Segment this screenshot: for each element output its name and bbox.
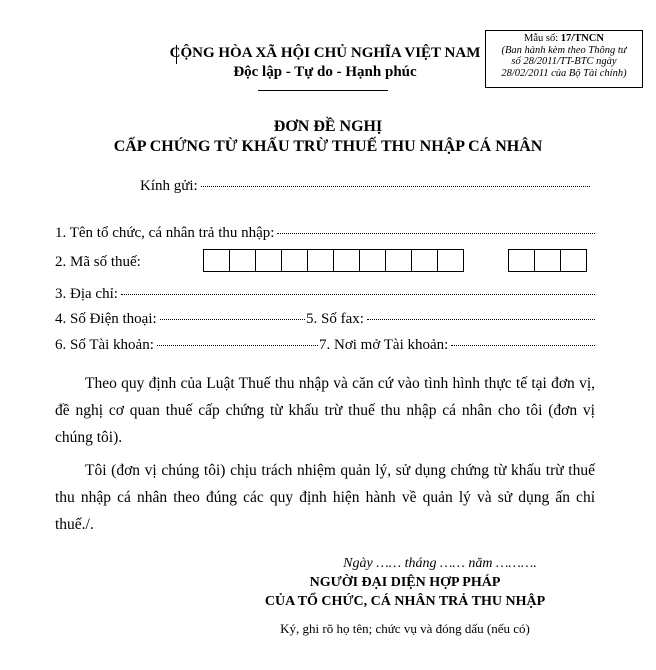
tax-code-suffix-boxes[interactable]: [508, 249, 587, 272]
request-paragraph-text: Theo quy định của Luật Thuế thu nhập và căn cứ vào tình hình thực tế tại đơn vị, đề nghị cơ quan thuế cấp chứng từ khấu trừ thuế thu nhập cá nhân cho tôi (đơn vị chúng tôi).: [55, 375, 595, 446]
tax-code-cell[interactable]: [255, 249, 282, 272]
national-title: CỘNG HÒA XÃ HỘI CHỦ NGHĨA VIỆT NAM: [169, 45, 481, 61]
tax-code-cell[interactable]: [307, 249, 334, 272]
tax-code-boxes[interactable]: [203, 249, 464, 272]
form-code: Mẫu số: 17/TNCN: [524, 33, 604, 44]
date-line: Ngày …… tháng …… năm ……….: [343, 556, 537, 571]
phone-label: 4. Số Điện thoại:: [55, 311, 157, 327]
request-paragraph: [55, 370, 595, 451]
tax-code-cell[interactable]: [229, 249, 256, 272]
tax-code-suffix-cell[interactable]: [560, 249, 587, 272]
tax-code-cell[interactable]: [359, 249, 386, 272]
signatory-title: NGƯỜI ĐẠI DIỆN HỢP PHÁP: [309, 575, 501, 590]
document-subtitle: CẤP CHỨNG TỪ KHẤU TRỪ THUẾ THU NHẬP CÁ NHÂN: [113, 138, 543, 155]
fax-label: 5. Số fax:: [306, 311, 364, 327]
payer-name-dotted-line[interactable]: [277, 232, 595, 234]
bank-label: 7. Nơi mở Tài khoản:: [319, 337, 449, 353]
address-field[interactable]: [55, 286, 595, 303]
payer-name-field[interactable]: [55, 225, 595, 242]
document-title: ĐƠN ĐỀ NGHỊ: [273, 118, 383, 135]
form-note-line: số 28/2011/TT-BTC ngày: [511, 56, 617, 67]
account-label: 6. Số Tài khoản:: [55, 337, 154, 353]
form-code-box: [485, 30, 643, 88]
fax-field[interactable]: [306, 311, 595, 328]
phone-field[interactable]: [55, 311, 305, 328]
tax-code-cell[interactable]: [385, 249, 412, 272]
form-note-line: 28/02/2011 của Bộ Tài chính): [501, 67, 627, 79]
tax-code-cell[interactable]: [333, 249, 360, 272]
form-note-line: (Ban hành kèm theo Thông tư: [501, 44, 627, 56]
bank-dotted-line[interactable]: [451, 344, 595, 346]
payer-name-label: 1. Tên tổ chức, cá nhân trả thu nhập:: [55, 225, 275, 241]
address-label: 3. Địa chỉ:: [55, 286, 118, 302]
account-dotted-line[interactable]: [157, 344, 318, 346]
bank-field[interactable]: [319, 337, 595, 354]
commitment-paragraph-text: Tôi (đơn vị chúng tôi) chịu trách nhiệm quản lý, sử dụng chứng từ khấu trừ thuế thu nhập cá nhân theo đúng các quy định hiện hành về quản lý và sử dụng ấn chỉ thuế./.: [55, 462, 595, 533]
tax-code-cell[interactable]: [411, 249, 438, 272]
phone-dotted-line[interactable]: [160, 318, 305, 320]
motto-underline: [258, 90, 388, 91]
tax-code-suffix-cell[interactable]: [508, 249, 535, 272]
national-motto: Độc lập - Tự do - Hạnh phúc: [233, 64, 417, 80]
tax-code-cell[interactable]: [203, 249, 230, 272]
address-dotted-line[interactable]: [121, 293, 595, 295]
account-field[interactable]: [55, 337, 318, 354]
recipient-label: Kính gửi:: [140, 178, 198, 194]
tax-code-suffix-cell[interactable]: [534, 249, 561, 272]
tax-code-cell[interactable]: [437, 249, 464, 272]
recipient-field[interactable]: [140, 178, 590, 195]
signatory-subtitle: CỦA TỔ CHỨC, CÁ NHÂN TRẢ THU NHẬP: [264, 594, 546, 609]
tax-code-cell[interactable]: [281, 249, 308, 272]
recipient-dotted-line[interactable]: [201, 185, 590, 187]
commitment-paragraph: [55, 457, 595, 538]
signature-instruction: Ký, ghi rõ họ tên; chức vụ và đóng dấu (nếu có): [280, 621, 530, 636]
fax-dotted-line[interactable]: [367, 318, 595, 320]
tax-code-label: 2. Mã số thuế:: [55, 254, 141, 270]
